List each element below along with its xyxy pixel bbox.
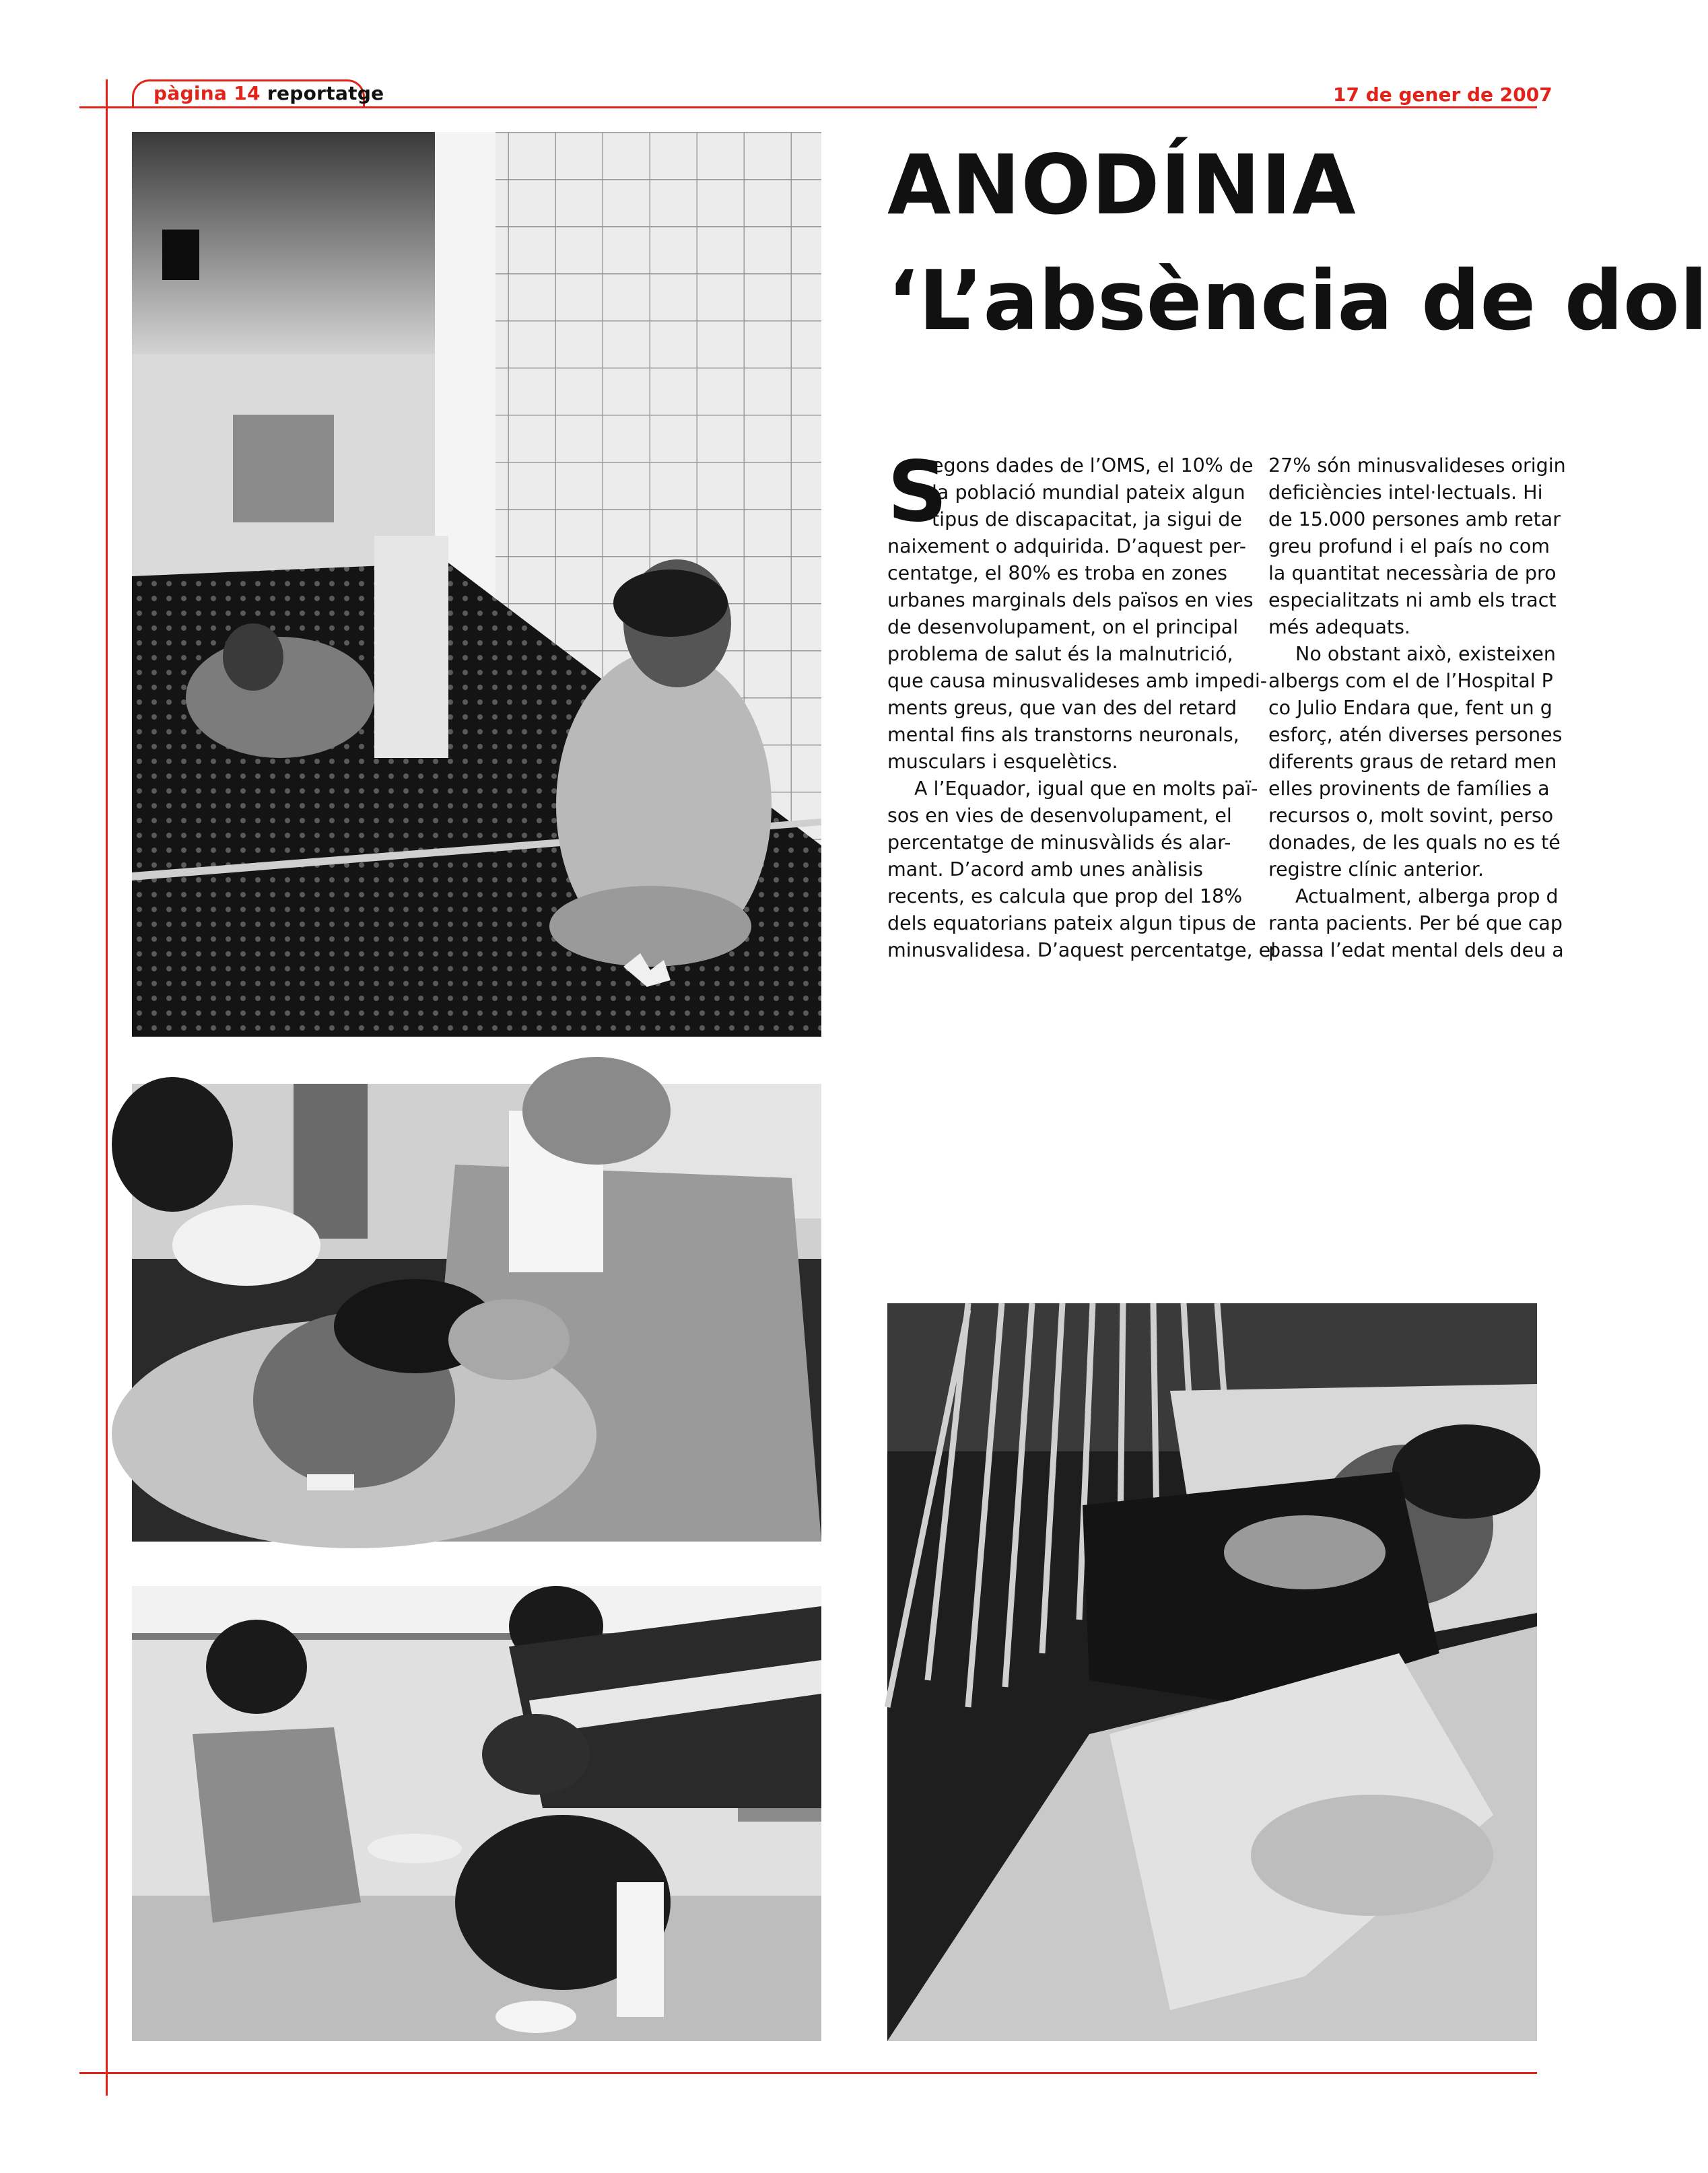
photo-feeding — [132, 1586, 821, 2041]
text-line: greu profund i el país no com — [1268, 535, 1550, 557]
page-number: pàgina 14 — [153, 82, 261, 104]
text-line: donades, de les quals no es té — [1268, 831, 1561, 854]
text-line: minusvalidesa. D’aquest percentatge, el — [887, 939, 1276, 961]
section-name: reportatge — [267, 82, 384, 104]
text-line: problema de salut és la malnutrició, — [887, 643, 1233, 665]
issue-date: 17 de gener de 2007 — [1333, 83, 1552, 106]
text-line: de 15.000 persones amb retar — [1268, 508, 1561, 530]
article-column-2 — [1268, 452, 1625, 964]
margin-rule — [106, 79, 108, 2096]
text-line: esforç, atén diverses persones — [1268, 724, 1563, 746]
photo-bathroom — [132, 132, 821, 1037]
text-line: registre clínic anterior. — [1268, 858, 1484, 881]
footer-rule — [79, 2072, 1537, 2074]
text-line: sos en vies de desenvolupament, el — [887, 804, 1232, 827]
text-line: mant. D’acord amb unes anàlisis — [887, 858, 1203, 881]
photo-combing — [132, 1084, 821, 1542]
text-line: elles provinents de famílies a — [1268, 778, 1550, 800]
text-line: de desenvolupament, on el principal — [887, 616, 1239, 638]
header-rule — [79, 106, 1537, 108]
text-line: co Julio Endara que, fent un g — [1268, 697, 1552, 719]
text-line: A l’Equador, igual que en molts paï- — [914, 778, 1258, 800]
text-line: 27% són minusvalideses origin — [1268, 454, 1566, 477]
text-line: ranta pacients. Per bé que cap — [1268, 912, 1563, 934]
page-header — [153, 82, 384, 104]
text-line: passa l’edat mental dels deu a — [1268, 939, 1564, 961]
text-line: dels equatorians pateix algun tipus de — [887, 912, 1256, 934]
text-line: deficiències intel·lectuals. Hi — [1268, 481, 1543, 504]
text-line: albergs com el de l’Hospital P — [1268, 670, 1553, 692]
article-column-1 — [887, 444, 1276, 964]
text-line: la població mundial pateix algun — [932, 481, 1245, 504]
text-line: més adequats. — [1268, 616, 1410, 638]
text-line: diferents graus de retard men — [1268, 751, 1557, 773]
text-line: No obstant això, existeixen — [1295, 643, 1556, 665]
text-line: especialitzats ni amb els tract — [1268, 589, 1557, 611]
text-line: que causa minusvalideses amb impedi- — [887, 670, 1268, 692]
first-paragraph-lead — [887, 444, 1254, 541]
text-line: tipus de discapacitat, ja sigui de — [932, 508, 1242, 530]
text-line: recents, es calcula que prop del 18% — [887, 885, 1243, 907]
article-kicker: ANODÍNIA — [887, 137, 1357, 233]
text-line: percentatge de minusvàlids és alar- — [887, 831, 1231, 854]
drop-cap: S — [887, 444, 948, 541]
text-line: egons dades de l’OMS, el 10% de — [932, 454, 1254, 477]
text-line: la quantitat necessària de pro — [1268, 562, 1557, 584]
text-line: Actualment, alberga prop d — [1295, 885, 1559, 907]
text-line: recursos o, molt sovint, perso — [1268, 804, 1554, 827]
text-line: mental fins als transtorns neuronals, — [887, 724, 1239, 746]
text-line: centatge, el 80% es troba en zones — [887, 562, 1227, 584]
text-line: urbanes marginals dels països en vies — [887, 589, 1254, 611]
article-headline: ‘L’absència de dol — [887, 253, 1708, 349]
text-line: ments greus, que van des del retard — [887, 697, 1237, 719]
photo-hospital-bed — [887, 1303, 1537, 2041]
text-line: naixement o adquirida. D’aquest per- — [887, 535, 1247, 557]
text-line: musculars i esquelètics. — [887, 751, 1118, 773]
